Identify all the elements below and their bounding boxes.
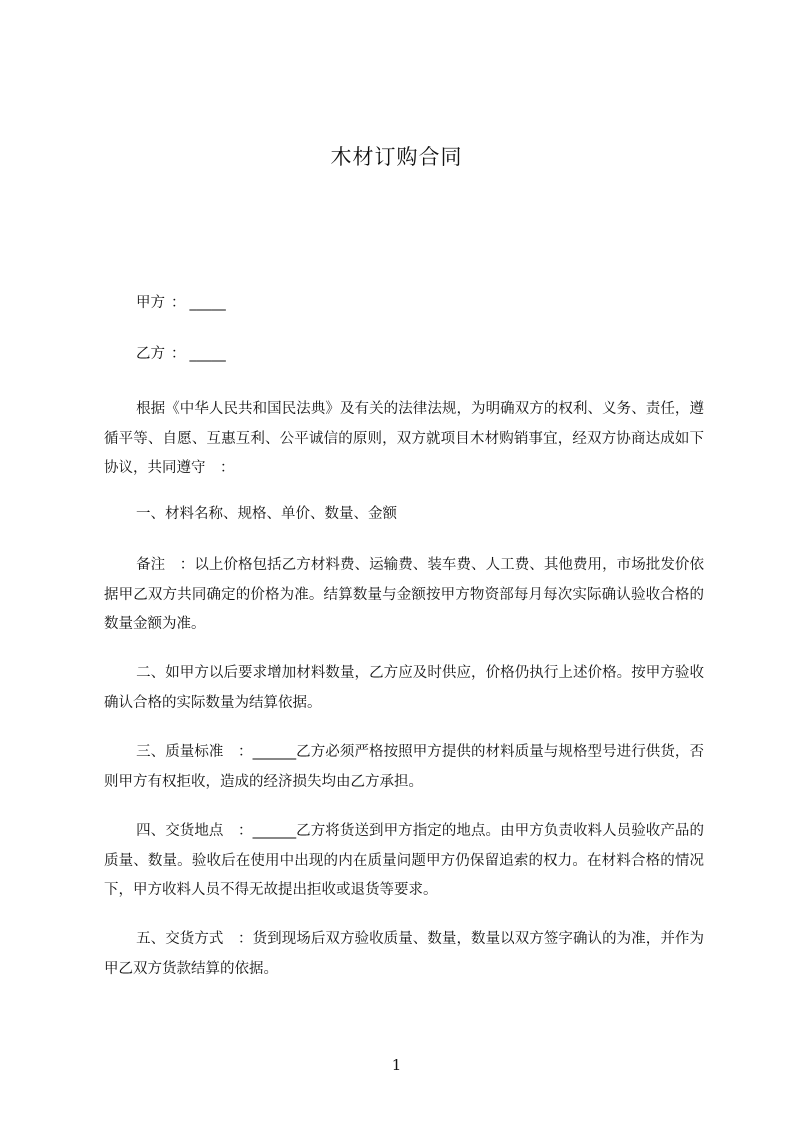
- section3-paragraph: [104, 738, 704, 797]
- note-text: 备注 ：以上价格包括乙方材料费、运输费、装车费、人工费、其他费用，市场批发价依据甲乙双方共同确定的价格为准。结算数量与金额按甲方物资部每月每次实际确认验收合格的数量金额为准。: [104, 557, 704, 632]
- party-b-label: 乙方: [136, 346, 165, 362]
- page-number: 1: [391, 1056, 402, 1074]
- note-paragraph: [104, 551, 704, 640]
- section3-text: 三、质量标准 ：______乙方必须严格按照甲方提供的材料质量与规格型号进行供货，否则甲方有权拒收，造成的经济损失均由乙方承担。: [104, 744, 704, 790]
- party-b-field: [136, 343, 226, 365]
- section2-text: 二、如甲方以后要求增加材料数量，乙方应及时供应，价格仍执行上述价格。按甲方验收确认合格的实际数量为结算依据。: [104, 665, 704, 711]
- party-a-field: [136, 292, 226, 314]
- party-b-colon: ：: [171, 346, 186, 362]
- intro-text: 根据《中华人民共和国民法典》及有关的法律法规，为明确双方的权利、义务、责任，遵循平等、自愿、互惠互利、公平诚信的原则，双方就项目木材购销事宜，经双方协商达成如下协议，共同遵守 ：: [104, 401, 704, 476]
- party-b-blank: _____: [189, 346, 226, 362]
- section5-text: 五、交货方式 ：货到现场后双方验收质量、数量，数量以双方签字确认的为准，并作为甲乙双方货款结算的依据。: [104, 931, 704, 977]
- party-a-label: 甲方: [136, 295, 165, 311]
- section2-paragraph: [104, 659, 704, 718]
- section4-text: 四、交货地点 ：______乙方将货送到甲方指定的地点。由甲方负责收料人员验收产品的质量、数量。验收后在使用中出现的内在质量问题甲方仍保留追索的权力。在材料合格的情况下，甲方收料人员不得无故提出拒收或退货等要求。: [104, 823, 704, 898]
- section1-heading: 一、材料名称、规格、单价、数量、金额: [136, 506, 397, 522]
- intro-paragraph: [104, 395, 704, 484]
- party-a-colon: ：: [171, 295, 186, 311]
- document-title: 木材订购合同: [330, 145, 463, 169]
- party-a-blank: _____: [189, 295, 226, 311]
- section5-paragraph: [104, 925, 704, 984]
- section4-paragraph: [104, 817, 704, 906]
